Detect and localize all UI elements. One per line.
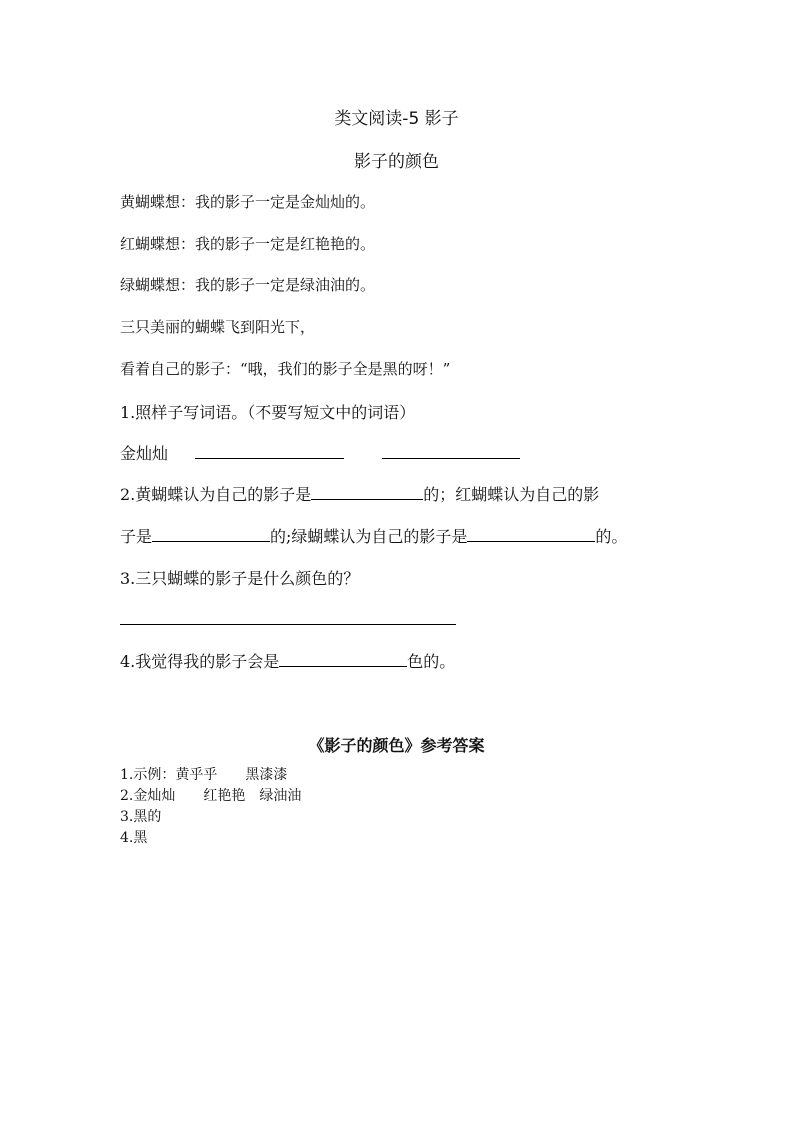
question-2-text-4: 的;绿蝴蝶认为自己的影子是 bbox=[270, 527, 468, 546]
question-2-text-5: 的。 bbox=[595, 527, 628, 546]
answer-line-3: 3.黑的 bbox=[120, 809, 162, 825]
question-2-blank-1[interactable] bbox=[311, 483, 423, 500]
answer-line-2: 2.金灿灿 红艳艳 绿油油 bbox=[120, 788, 302, 804]
page-title: 类文阅读-5 影子 bbox=[334, 109, 459, 129]
question-2-blank-3[interactable] bbox=[467, 525, 595, 542]
question-1-blank-2[interactable] bbox=[382, 458, 520, 459]
passage-line-3: 绿蝴蝶想：我的影子一定是绿油油的。 bbox=[120, 276, 376, 294]
question-1-blank-1[interactable] bbox=[195, 458, 344, 459]
question-2-line-2 bbox=[120, 524, 627, 547]
passage-line-2: 红蝴蝶想：我的影子一定是红艳艳的。 bbox=[120, 235, 376, 253]
question-2-text-2: 的；红蝴蝶认为自己的影 bbox=[423, 485, 600, 504]
question-4-text-1: 4.我觉得我的影子会是 bbox=[120, 652, 280, 671]
question-1-example: 金灿灿 bbox=[120, 444, 169, 463]
question-1-prompt: 1.照样子写词语。（不要写短文中的词语） bbox=[120, 403, 416, 422]
passage-line-4: 三只美丽的蝴蝶飞到阳光下， bbox=[120, 318, 316, 336]
question-2-line-1 bbox=[120, 482, 599, 505]
question-3-prompt: 3.三只蝴蝶的影子是什么颜色的？ bbox=[120, 569, 360, 588]
passage-line-1: 黄蝴蝶想：我的影子一定是金灿灿的。 bbox=[120, 193, 376, 211]
answer-line-4: 4.黑 bbox=[120, 830, 148, 846]
answer-line-1: 1.示例：黄乎乎 黑漆漆 bbox=[120, 767, 288, 783]
answer-key-title: 《影子的颜色》参考答案 bbox=[308, 736, 485, 755]
question-4-line bbox=[120, 649, 455, 672]
question-3-answer-line[interactable] bbox=[120, 624, 456, 625]
question-4-blank[interactable] bbox=[279, 650, 407, 667]
question-2-blank-2[interactable] bbox=[152, 525, 270, 542]
question-2-text-1: 2.黄蝴蝶认为自己的影子是 bbox=[120, 485, 312, 504]
passage-line-5: 看着自己的影子：“哦，我们的影子全是黑的呀！” bbox=[120, 360, 451, 378]
question-4-text-2: 色的。 bbox=[407, 652, 456, 671]
passage-title: 影子的颜色 bbox=[354, 152, 439, 172]
question-2-text-3: 子是 bbox=[120, 527, 153, 546]
